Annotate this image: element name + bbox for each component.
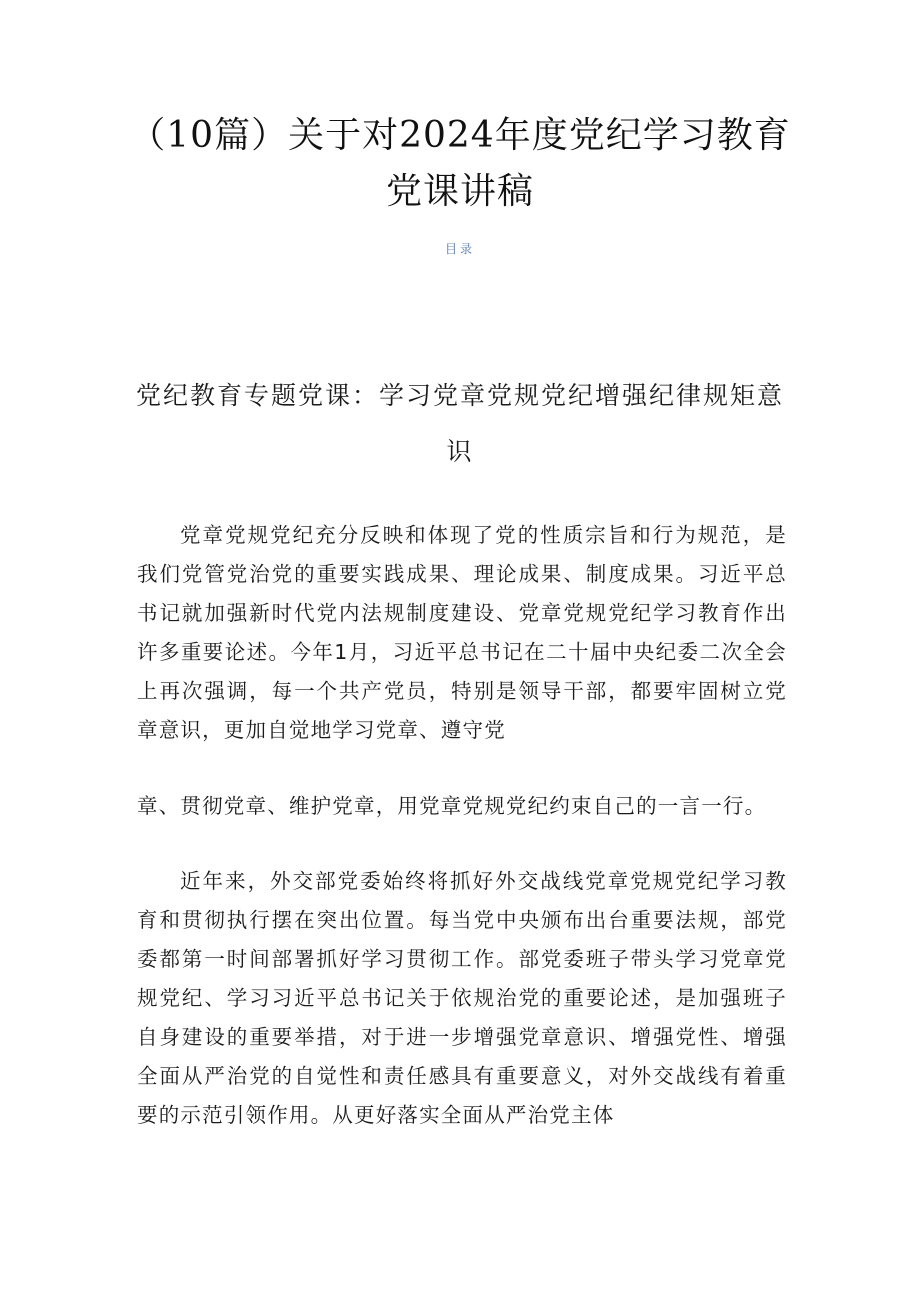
body-paragraph-1-continued: 章、贯彻党章、维护党章，用党章党规党纪约束自己的一言一行。 [137, 794, 767, 818]
body-paragraph-1: 党章党规党纪充分反映和体现了党的性质宗旨和行为规范，是我们党管党治党的重要实践成果、理论成果、制度成果。习近平总书记就加强新时代党内法规制度建设、党章党规党纪学习教育作出许多重要论述。今年1月，习近平总书记在二十届中央纪委二次全会上再次强调，每一个共产党员，特别是领导干部，都要牢固树立党章意识，更加自觉地学习党章、遵守党 [137, 523, 787, 742]
body-paragraph-2: 近年来，外交部党委始终将抓好外交战线党章党规党纪学习教育和贯彻执行摆在突出位置。每当党中央颁布出台重要法规，部党委都第一时间部署抓好学习贯彻工作。部党委班子带头学习党章党规党纪、学习习近平总书记关于依规治党的重要论述，是加强班子自身建设的重要举措，对于进一步增强党章意识、增强党性、增强全面从严治党的自觉性和责任感具有重要意义，对外交战线有着重要的示范引领作用。从更好落实全面从严治党主体 [137, 869, 787, 1127]
document-title: （10篇）关于对2024年度党纪学习教育党课讲稿 [129, 115, 791, 212]
table-of-contents-label[interactable]: 目录 [444, 242, 475, 256]
section-title: 党纪教育专题党课：学习党章党规党纪增强纪律规矩意识 [135, 381, 784, 466]
